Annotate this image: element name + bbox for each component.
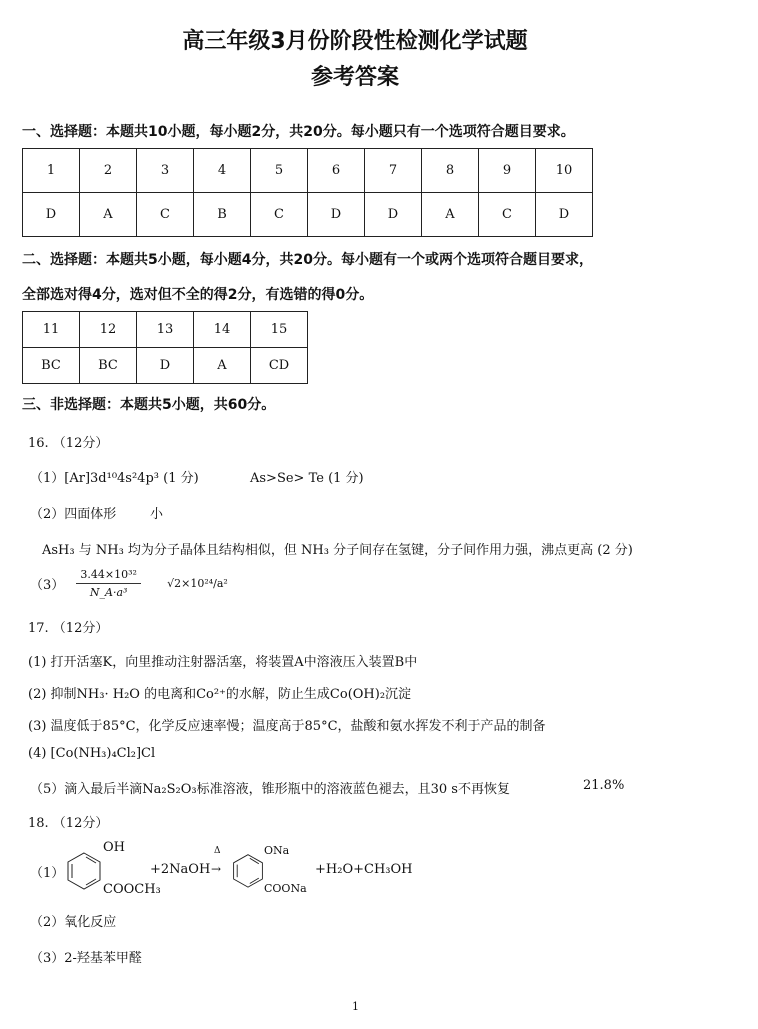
reactant-hydroxyl: OH: [103, 840, 125, 855]
q17-part3: (3) 温度低于85°C，化学反应速率慢；温度高于85°C，盐酸和氨水挥发不利于产品的制备: [28, 719, 546, 734]
question-number: 6: [308, 149, 365, 193]
q17-part2: (2) 抑制NH₃· H₂O 的电离和Co²⁺的水解，防止生成Co(OH)₂沉淀: [28, 687, 412, 702]
section2-heading-line1: 二、选择题：本题共5小题，每小题4分，共20分。每小题有一个或两个选项符合题目要求，: [22, 252, 593, 268]
question-number: 7: [365, 149, 422, 193]
product-sodium-carboxylate: COONa: [264, 882, 307, 895]
product-sodium-phenoxide: ONa: [264, 844, 290, 857]
page-number: 1: [352, 1000, 359, 1013]
question-number: 10: [536, 149, 593, 193]
table-row: [23, 348, 308, 384]
q18-header: 18. （12分）: [28, 816, 109, 831]
answer: B: [194, 193, 251, 237]
answer: C: [479, 193, 536, 237]
q16-part2-size: 小: [150, 507, 164, 522]
answer: BC: [23, 348, 80, 384]
answer: D: [308, 193, 365, 237]
heat-symbol: Δ: [214, 846, 221, 856]
table-row: [23, 312, 308, 348]
q16-header: 16. （12分）: [28, 436, 109, 451]
q16-part3-answer2: √2×10²⁴/a²: [167, 577, 228, 590]
question-number: 3: [137, 149, 194, 193]
q18-part1-label: （1）: [30, 866, 65, 881]
section1-answer-table: [22, 148, 593, 237]
benzene-ring-reactant: [64, 850, 104, 890]
question-number: 14: [194, 312, 251, 348]
question-number: 9: [479, 149, 536, 193]
table-row: [23, 193, 593, 237]
question-number: 11: [23, 312, 80, 348]
answer: D: [365, 193, 422, 237]
question-number: 5: [251, 149, 308, 193]
q17-part5-result: 21.8%: [583, 778, 625, 793]
byproducts: +H₂O+CH₃OH: [315, 862, 413, 877]
q17-part1: (1) 打开活塞K，向里推动注射器活塞，将装置A中溶液压入装置B中: [28, 655, 418, 670]
answer: CD: [251, 348, 308, 384]
fraction-numerator: 3.44×10³²: [76, 568, 141, 584]
answer: A: [80, 193, 137, 237]
answer: A: [194, 348, 251, 384]
q16-part3-label: （3）: [30, 578, 65, 593]
question-number: 12: [80, 312, 137, 348]
question-number: 13: [137, 312, 194, 348]
answer: D: [23, 193, 80, 237]
question-number: 15: [251, 312, 308, 348]
answer: C: [251, 193, 308, 237]
table-row: [23, 149, 593, 193]
page-title: 高三年级3月份阶段性检测化学试题: [182, 29, 528, 54]
q17-part4: (4) [Co(NH₃)₄Cl₂]Cl: [28, 746, 156, 761]
q17-header: 17. （12分）: [28, 621, 109, 636]
q16-part2-explanation: AsH₃ 与 NH₃ 均为分子晶体且结构相似，但 NH₃ 分子间存在氢键，分子间作用力强，沸点更高 (2 分): [42, 543, 633, 558]
q16-part3: [30, 568, 228, 599]
question-number: 4: [194, 149, 251, 193]
reagent-naoh: +2NaOH: [150, 862, 211, 877]
q17-part5: （5）滴入最后半滴Na₂S₂O₃标准溶液，锥形瓶中的溶液蓝色褪去，且30 s不再恢复: [30, 782, 510, 797]
q16-part1-config: （1）[Ar]3d¹⁰4s²4p³ (1 分): [30, 471, 199, 486]
reactant-ester-group: COOCH₃: [103, 882, 161, 897]
reaction-arrow-icon: →: [211, 862, 222, 876]
question-number: 8: [422, 149, 479, 193]
section2-heading-line2: 全部选对得4分，选对但不全的得2分，有选错的得0分。: [22, 287, 374, 303]
question-number: 2: [80, 149, 137, 193]
q16-part2-shape: （2）四面体形: [30, 507, 117, 522]
density-fraction: [76, 568, 141, 599]
q18-part2: （2）氧化反应: [30, 915, 117, 930]
benzene-ring-product: [230, 852, 266, 888]
answer: C: [137, 193, 194, 237]
section2-answer-table: [22, 311, 308, 384]
q18-part3: （3）2-羟基苯甲醛: [30, 951, 142, 966]
page-subtitle: 参考答案: [310, 65, 399, 90]
q16-part1-order: As>Se> Te (1 分): [250, 471, 364, 486]
question-number: 1: [23, 149, 80, 193]
answer: D: [536, 193, 593, 237]
answer: D: [137, 348, 194, 384]
section3-heading: 三、非选择题：本题共5小题，共60分。: [22, 397, 276, 413]
answer: BC: [80, 348, 137, 384]
answer: A: [422, 193, 479, 237]
fraction-denominator: N_A·a³: [89, 586, 128, 599]
section1-heading: 一、选择题：本题共10小题，每小题2分，共20分。每小题只有一个选项符合题目要求。: [22, 124, 575, 140]
